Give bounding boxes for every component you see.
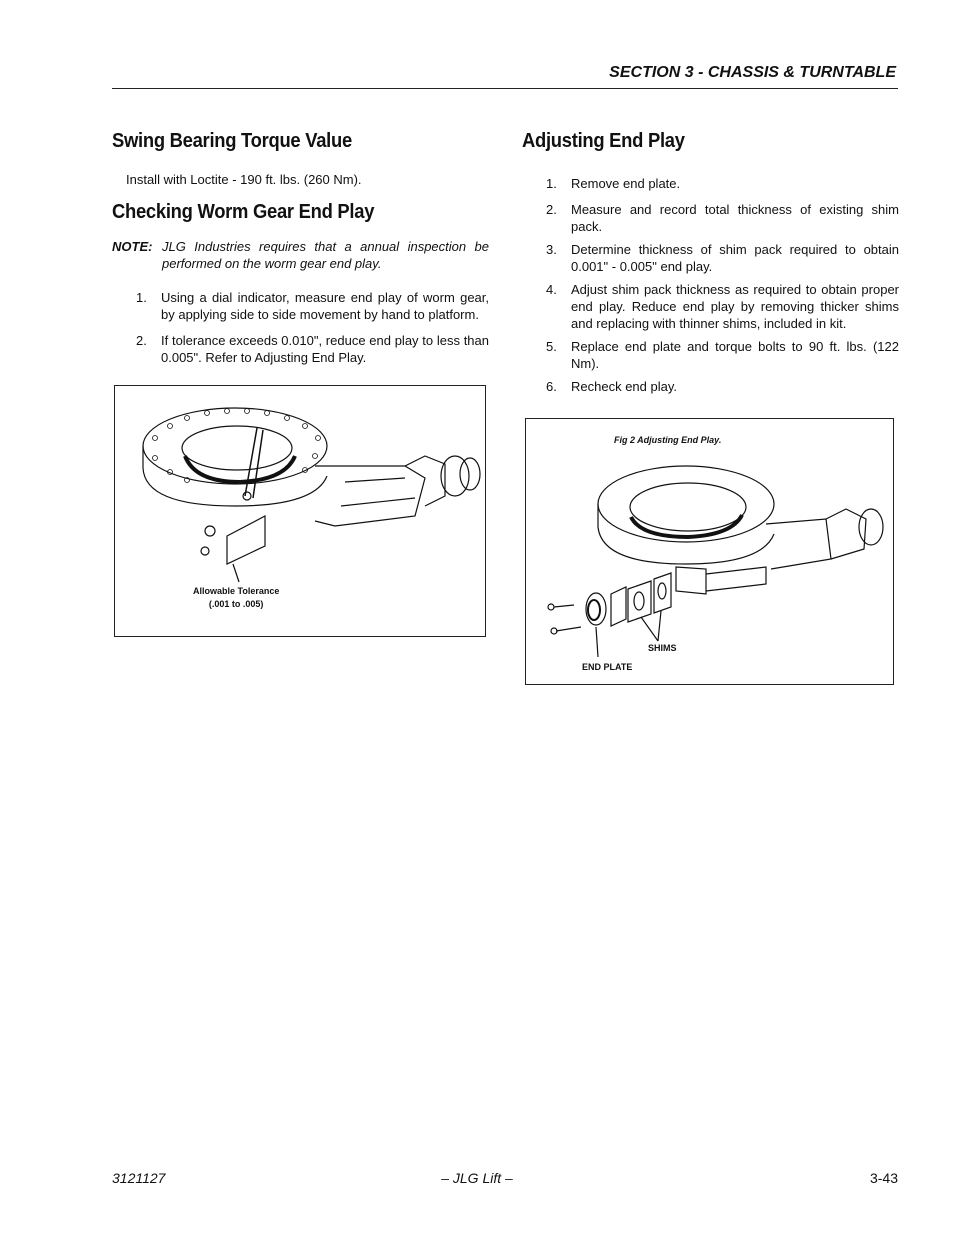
figure-caption: Fig 2 Adjusting End Play. — [614, 435, 722, 445]
note — [112, 238, 489, 272]
list-item: 1. Remove end plate. — [546, 176, 681, 191]
list-item: 6. Recheck end play. — [546, 379, 677, 394]
list-item: 2. Measure and record total thickness of existing shim pack. — [546, 202, 899, 234]
list-item: 4. Adjust shim pack thickness as required to obtain proper end play. Reduce end play by removing thicker shims and replacing with thinner shims, included in kit. — [546, 282, 899, 331]
shims-label: SHIMS — [648, 643, 677, 653]
header-rule — [112, 88, 898, 89]
section-title: SECTION 3 - CHASSIS & TURNTABLE — [609, 64, 896, 81]
note-label: NOTE: — [112, 239, 153, 254]
worm-gear-drawing — [115, 386, 485, 636]
tolerance-label: Allowable Tolerance (.001 to .005) — [193, 586, 280, 609]
dial-indicator-figure — [114, 385, 486, 637]
footer-center: – JLG Lift – — [441, 1170, 513, 1186]
list-item: 5. Replace end plate and torque bolts to 90 ft. lbs. (122 Nm). — [546, 339, 899, 371]
list-item: 1. Using a dial indicator, measure end play of worm gear, by applying side to side movement by hand to platform. — [136, 290, 489, 322]
adjust-steps-list — [546, 175, 899, 395]
page-number: 3-43 — [869, 1170, 898, 1186]
worm-gear-heading: Checking Worm Gear End Play — [112, 201, 375, 223]
note-text: JLG Industries requires that a annual inspection be performed on the worm gear end play. — [162, 239, 489, 271]
doc-number: 3121127 — [112, 1170, 166, 1186]
list-item: 2. If tolerance exceeds 0.010", reduce end play to less than 0.005". Refer to Adjusting End Play. — [136, 333, 489, 365]
swing-bearing-heading: Swing Bearing Torque Value — [112, 130, 352, 152]
end-play-drawing — [526, 419, 893, 684]
bolt-holes — [153, 409, 321, 483]
right-column — [522, 130, 899, 395]
end-play-figure — [525, 418, 894, 685]
adjusting-end-play-heading: Adjusting End Play — [522, 130, 685, 152]
worm-steps-list — [136, 289, 489, 366]
swing-bearing-text: Install with Loctite - 190 ft. lbs. (260 Nm). — [126, 172, 362, 187]
list-item: 3. Determine thickness of shim pack required to obtain 0.001" - 0.005" end play. — [546, 242, 899, 274]
end-plate-label: END PLATE — [582, 662, 633, 672]
left-column — [112, 130, 489, 366]
